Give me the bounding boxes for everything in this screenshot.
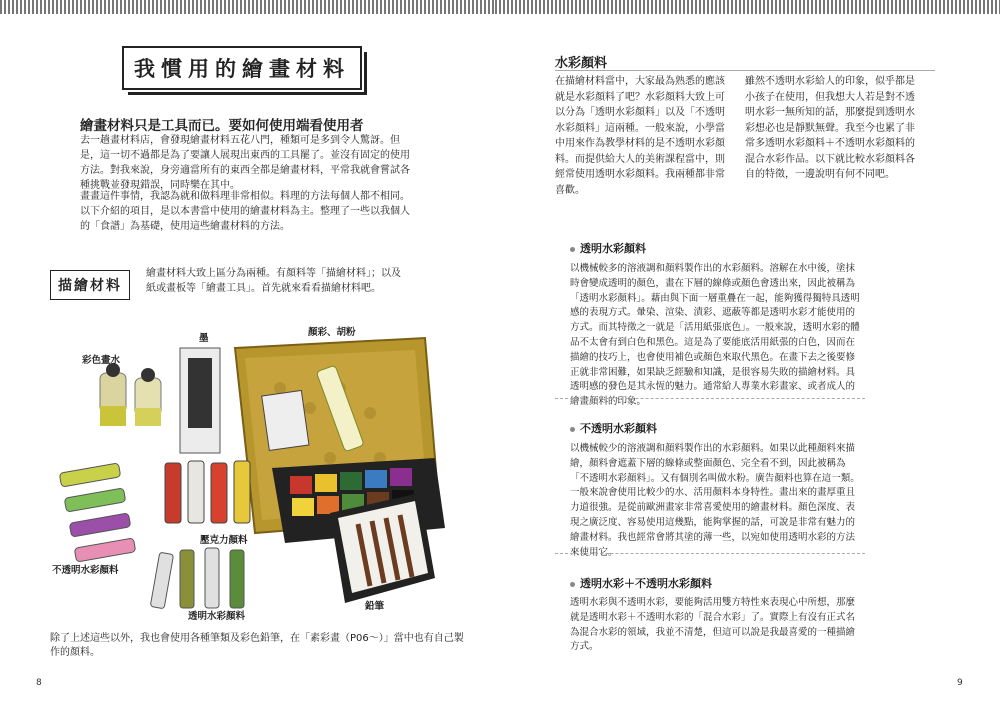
section-body-mixed: 透明水彩與不透明水彩，要能夠活用雙方特性來表現心中所想，那麼就是透明水彩＋不透明水彩的「混合水彩」了。實際上有沒有正式名為混合水彩的領域，我並不清楚，但這可以說是我最喜愛的一種描繪方式。	[570, 597, 856, 653]
ink-bottles-illustration	[100, 363, 161, 426]
acrylic-tubes-illustration	[165, 461, 250, 523]
section-subhead: 繪畫材料只是工具而已。要如何使用端看使用者	[80, 118, 364, 134]
label-pencil: 鉛筆	[365, 601, 385, 612]
watercolor-col-2: 雖然不透明水彩給人的印象，似乎都是小孩子在使用，但我想大人若是對不透明水彩一無所知的話，那麼提到透明水彩想必也是靜默無聲。我至今也累了非常多透明水彩顏料＋不透明水彩顏料的混合水彩作品。以下就比較水彩顏料各自的特徵，一邊說明有何不同吧。	[745, 76, 915, 180]
label-acrylic: 壓克力顏料	[200, 535, 248, 546]
intro-paragraph-1: 去一趟畫材料店，會發現繪畫材料五花八門，種類可是多到令人驚訝。但是，這一切不過都是為了要讓人展現出東西的工具罷了。並沒有固定的使用方法。對我來說，身旁適當所有的東西全都是繪畫材料，平常我就會嘗試各種挑戰並發現錯誤，同時樂在其中。	[80, 135, 410, 191]
section-title-transparent: 透明水彩顏料	[570, 240, 646, 256]
section-body-opaque: 以機械較少的溶液調和顏料製作出的水彩顏料。如果以此種顏料來描繪，顏料會遮蓋下層的線條或整面顏色、完全看不到，因此被稱為「不透明水彩顏料」。又有個別名叫做水粉。廣告顏料也算在這一類。一般來說會使用比較少的水、活用顏料本身特性。畫出來的畫厚重且力道很強。是從前歐洲畫家非常喜愛使用的繪畫材料。顏色深度、表現之廣泛度、容易使用這幾點，能夠掌握的話，可說是非常有魅力的繪畫材料。我也經常會將其塗的薄一些，以宛如使用透明水彩的方法來使用它。	[570, 443, 860, 558]
bullet-icon	[570, 582, 575, 587]
section-body-transparent: 以機械較多的溶液調和顏料製作出的水彩顏料。溶解在水中後，塗抹時會變成透明的顏色，畫在下層的線條或顏色會透出來，因此被稱為「透明水彩顏料」。藉由與下面一層重疊在一起，能夠獲得獨特具透明感的表現方式。暈染、渲染、漬彩、遮蔽等都是透明水彩才能使用的方式。而其特徵之一就是「活用紙張底色」。一般來說，透明水彩的體品不太會有到白色和黑色。這是為了要能底活用紙張的白色，因而在描繪的技巧上，也會使用補色或顏色來取代黑色。在畫下去之後要修正就非常困難，如果缺乏經驗和知識，是很容易失敗的描繪材料。具透明感的發色是其永恆的魅力。通常給人專業水彩畫家、或者成人的繪畫顏料的印象。	[570, 263, 860, 408]
section-title-mixed: 透明水彩＋不透明水彩顏料	[570, 575, 712, 591]
label-plate-paints: 顏彩、胡粉	[308, 327, 356, 338]
label-ink: 墨	[199, 333, 209, 344]
label-gouache: 不透明水彩顏料	[52, 565, 119, 576]
materials-photo	[40, 318, 460, 628]
pencil-set-illustration	[330, 493, 435, 603]
section-title-opaque: 不透明水彩顏料	[570, 420, 657, 436]
heading-rule	[555, 70, 935, 71]
intro-paragraph-2: 畫畫這件事情，我認為就和做料理非常相似。料理的方法每個人都不相同。以下介紹的項目，是以本書當中使用的繪畫材料為主。整理了一些以我個人的「食譜」為基礎，使用這些繪畫材料的方法。	[80, 191, 410, 232]
section-divider-1	[555, 398, 865, 399]
label-watercolor: 透明水彩顏料	[188, 611, 246, 622]
left-footer-note: 除了上述這些以外，我也會使用各種筆類及彩色鉛筆，在「素彩畫（P06～）」當中也有自己製作的顏料。	[50, 633, 464, 658]
page-title: 我慣用的繪畫材料	[122, 46, 362, 90]
sumi-ink-illustration	[180, 348, 220, 453]
watercolor-tubes-illustration	[150, 548, 244, 609]
section-divider-2	[555, 553, 865, 554]
label-color-ink: 彩色畫水	[82, 355, 121, 366]
page-number-right: 9	[957, 678, 963, 688]
drawing-materials-box: 描繪材料	[50, 270, 130, 300]
watercolor-col-1: 在描繪材料當中，大家最為熟悉的應該就是水彩顏料了吧？水彩顏料大致上可以分為「透明水彩顏料」以及「不透明水彩顏料」這兩種。一般來說，小學當中用來作為教學材料的是不透明水彩顏料。而提供給大人的美術課程當中，則經常使用透明水彩顏料。我兩種都非常喜歡。	[555, 76, 725, 196]
bullet-icon	[570, 427, 575, 432]
drawing-materials-desc: 繪畫材料大致上區分為兩種。有顏料等「描繪材料」；以及紙或畫板等「繪畫工具」。首先就來看看描繪材料吧。	[146, 268, 401, 294]
bullet-icon	[570, 247, 575, 252]
page-number-left: 8	[36, 678, 42, 688]
right-page	[500, 0, 1000, 706]
gouache-tubes-illustration	[59, 463, 136, 562]
watercolor-heading: 水彩顏料	[555, 56, 608, 71]
